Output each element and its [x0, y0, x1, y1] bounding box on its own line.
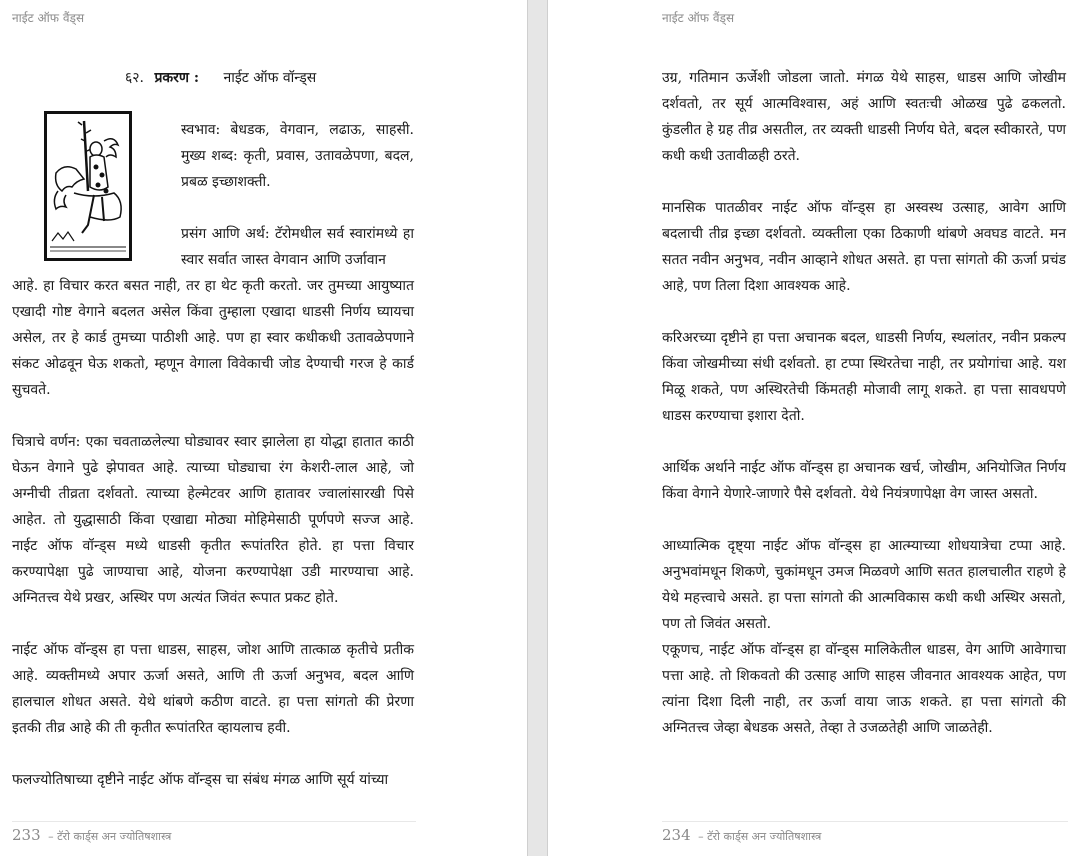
paragraph: आध्यात्मिक दृष्ट्या नाईट ऑफ वॉन्ड्स हा आत्म्याच्या शोधयात्रेचा टप्पा आहे. अनुभवांमधून शिकणे, चुकांमधून उमज मिळवणे आणि सतत हालचालीत राहणे हे येथे महत्त्वाचे असते. हा पत्ता सांगतो की आत्मविकास कधी कधी अस्थिर असतो, पण तो जिवंत असतो.: [662, 538, 1066, 632]
page-footer: [12, 826, 171, 844]
page-gutter: [527, 0, 548, 856]
page-number: 234: [662, 826, 691, 844]
paragraph: करिअरच्या दृष्टीने हा पत्ता अचानक बदल, धाडसी निर्णय, स्थलांतर, नवीन प्रकल्प किंवा जोखमीच्या संधी दर्शवतो. हा टप्पा स्थिरतेचा नाही, तर प्रयोगांचा आहे. यश मिळू शकते, पण अस्थिरतेची किंमतही मोजावी लागू शकते. हा पत्ता सावधपणे धाडस करण्याचा इशारा देतो.: [662, 330, 1066, 424]
paragraph: आर्थिक अर्थाने नाईट ऑफ वॉन्ड्स हा अचानक खर्च, जोखीम, अनियोजित निर्णय किंवा वेगाने येणारे-जाणारे पैसे दर्शवतो. येथे नियंत्रणापेक्षा वेग जास्त असतो.: [662, 460, 1066, 502]
paragraph: फलज्योतिषाच्या दृष्टीने नाईट ऑफ वॉन्ड्स चा संबंध मंगळ आणि सूर्य यांच्या: [12, 772, 389, 788]
footer-divider: [662, 821, 1068, 822]
chapter-title: [125, 68, 316, 87]
body-text: [12, 273, 414, 793]
page-number: 233: [12, 826, 41, 844]
page-footer: [662, 826, 821, 844]
card-summary: [181, 117, 414, 299]
paragraph: आहे. हा विचार करत बसत नाही, तर हा थेट कृती करतो. जर तुमच्या आयुष्यात एखादी गोष्ट वेगाने बदलत असेल किंवा तुम्हाला एखादा धाडसी निर्णय घ्यायचा असेल, तर हे कार्ड तुमच्या पाठीशी आहे. पण हा स्वार कधीकधी उतावळेपणाने संकट ओढवून घेऊ शकतो, म्हणून वेगाला विवेकाची जोड देण्याची गरज हे कार्ड सुचवते.: [12, 278, 414, 398]
running-head: नाईट ऑफ वैंड्स: [662, 11, 735, 25]
paragraph: मानसिक पातळीवर नाईट ऑफ वॉन्ड्स हा अस्वस्थ उत्साह, आवेग आणि बदलाची तीव्र इच्छा दर्शवतो. व्यक्तीला एका ठिकाणी थांबणे अवघड वाटते. मन सतत नवीन अनुभव, नवीन आव्हाने शोधत असते. हा पत्ता सांगतो की ऊर्जा प्रचंड आहे, पण तिला दिशा आवश्यक आहे.: [662, 200, 1066, 294]
chapter-name: नाईट ऑफ वॉन्ड्स: [223, 70, 317, 86]
tarot-card-image: [44, 111, 132, 261]
paragraph: चित्राचे वर्णन: एका चवताळलेल्या घोड्यावर स्वार झालेला हा योद्धा हातात काठी घेऊन वेगाने पुढे झेपावत आहे. त्याच्या घोड्याचा रंग केशरी-लाल आहे, जो अग्नीची तीव्रता दर्शवतो. त्याच्या हेल्मेटवर आणि हातावर ज्वालांसारखी पिसे आहेत. तो युद्धासाठी किंवा एखाद्या मोठ्या मोहिमेसाठी पूर्णपणे सज्ज आहे. नाईट ऑफ वॉन्ड्स मध्ये धाडसी कृतीत रूपांतरित होते. हा पत्ता विचार करण्यापेक्षा पुढे जाण्याचा आहे, योजना करण्यापेक्षा उडी मारण्याचा आहे. अग्नितत्त्व येथे प्रखर, अस्थिर पण अत्यंत जिवंत रूपात प्रकट होते.: [12, 434, 414, 606]
footer-divider: [12, 821, 416, 822]
running-head: नाईट ऑफ वैंड्स: [12, 11, 85, 25]
right-page: [548, 0, 1088, 856]
footer-separator: –: [48, 830, 54, 843]
paragraph-traits: स्वभाव: बेधडक, वेगवान, लढाऊ, साहसी. मुख्य शब्द: कृती, प्रवास, उतावळेपणा, बदल, प्रबळ इच्छाशक्ती.: [181, 122, 414, 190]
paragraph-meaning-start: प्रसंग आणि अर्थ: टॅरोमधील सर्व स्वारांमध्ये हा स्वार सर्वात जास्त वेगवान आणि उर्जावान: [181, 226, 414, 268]
chapter-number: ६२.: [125, 70, 145, 86]
paragraph: एकूणच, नाईट ऑफ वॉन्ड्स हा वॉन्ड्स मालिकेतील धाडस, वेग आणि आवेगाचा पत्ता आहे. तो शिकवतो की उत्साह आणि साहस जीवनात आवश्यक आहेत, पण त्यांना दिशा दिली नाही, तर ऊर्जा वाया जाऊ शकते. हा पत्ता सांगतो की अग्नितत्त्व जेव्हा बेधडक असते, तेव्हा ते उजळतेही आणि जाळतेही.: [662, 642, 1066, 736]
left-page: [0, 0, 527, 856]
paragraph: नाईट ऑफ वॉन्ड्स हा पत्ता धाडस, साहस, जोश आणि तात्काळ कृतीचे प्रतीक आहे. व्यक्तीमध्ये अपार ऊर्जा असते, आणि ती ऊर्जा अनुभव, बदल आणि हालचाल शोधत असते. येथे थांबणे कठीण वाटते. हा पत्ता सांगतो की प्रेरणा इतकी तीव्र आहे की ती कृतीत रूपांतरित व्हायलाच हवी.: [12, 642, 414, 736]
body-text: [662, 65, 1066, 741]
footer-separator: –: [698, 830, 704, 843]
paragraph: उग्र, गतिमान ऊर्जेशी जोडला जातो. मंगळ येथे साहस, धाडस आणि जोखीम दर्शवतो, तर सूर्य आत्मविश्वास, अहं आणि स्वतःची ओळख पुढे ढकलतो. कुंडलीत हे ग्रह तीव्र असतील, तर व्यक्ती धाडसी निर्णय घेते, बदल स्वीकारते, पण कधी कधी उतावीळही ठरते.: [662, 70, 1066, 164]
chapter-label: प्रकरण :: [154, 70, 200, 86]
book-title: टॅरो कार्ड्स अन ज्योतिषशास्त्र: [707, 830, 822, 843]
book-title: टॅरो कार्ड्स अन ज्योतिषशास्त्र: [57, 830, 172, 843]
